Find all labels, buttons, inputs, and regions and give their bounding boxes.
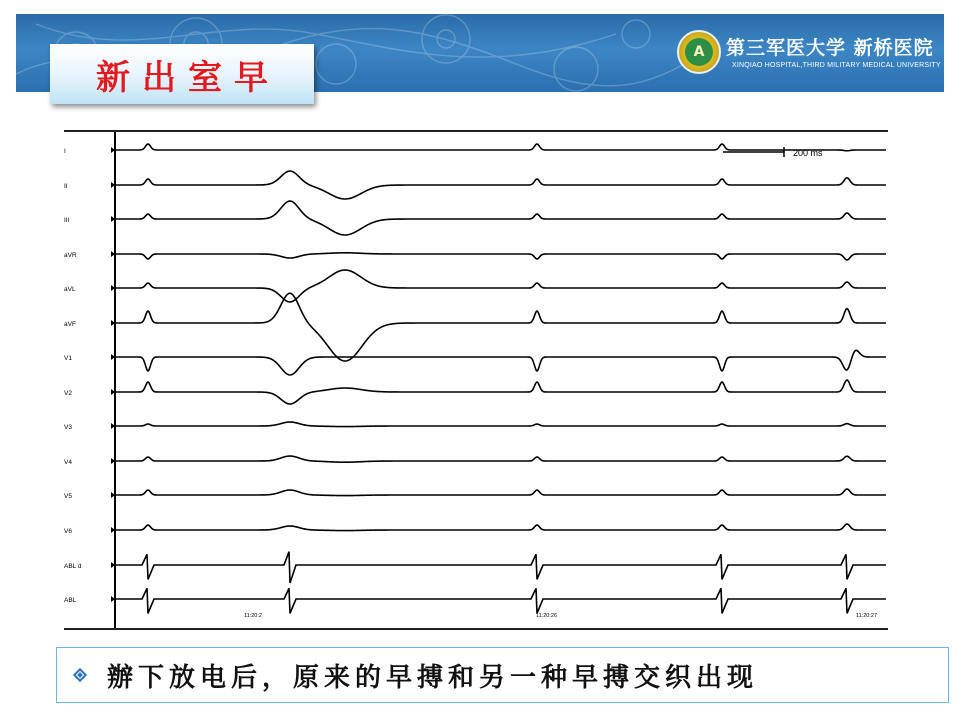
university-emblem-icon	[677, 30, 721, 74]
ecg-trace-v2	[115, 380, 886, 404]
ecg-trace-avf	[115, 293, 886, 361]
ecg-lead-label-iii: III	[64, 217, 70, 224]
hospital-name-en: XINQIAO HOSPITAL,THIRD MILITARY MEDICAL UNIVERSITY	[732, 62, 941, 69]
hospital-name-cn: 第三军医大学 新桥医院	[726, 37, 934, 59]
ecg-trace-v6	[115, 524, 886, 531]
ecg-lead-label-v2: V2	[64, 390, 72, 397]
ecg-lead-label-v4: V4	[64, 459, 72, 466]
ecg-trace-iii	[115, 201, 886, 235]
caption-text: 辦下放电后，原来的早搏和另一种早搏交织出现	[107, 662, 759, 693]
ecg-trace-v3	[115, 422, 886, 427]
ecg-time-label-2: 11:20:27	[856, 613, 878, 619]
emblem-center: A	[685, 38, 713, 66]
ecg-tracing-panel	[64, 130, 888, 630]
ecg-lead-label-ii: II	[64, 183, 68, 190]
ecg-trace-v5	[115, 489, 886, 496]
ecg-trace-i	[115, 144, 886, 151]
ecg-lead-label-v1: V1	[64, 355, 72, 362]
ecg-scale-label: 200 ms	[793, 148, 823, 158]
ecg-lead-label-i: I	[64, 148, 66, 155]
ecg-time-label-0: 11:20:2	[244, 613, 262, 619]
slide-title	[50, 44, 314, 104]
ecg-trace-v1	[115, 350, 886, 375]
ecg-trace-abl	[115, 588, 886, 613]
ecg-lead-label-abl-d: ABL d	[64, 563, 82, 570]
slide-title-text: 新出室早	[96, 57, 280, 98]
ecg-time-label-1: 11:20:26	[536, 613, 558, 619]
ecg-trace-abl-d	[115, 552, 886, 583]
ecg-trace-avr	[115, 253, 886, 260]
ecg-lead-label-v5: V5	[64, 493, 72, 500]
diamond-bullet-icon	[73, 668, 87, 682]
ecg-trace-v4	[115, 456, 886, 462]
ecg-lead-label-abl: ABL	[64, 597, 77, 604]
ecg-lead-label-v3: V3	[64, 424, 72, 431]
ecg-svg	[64, 132, 888, 628]
ecg-lead-label-avr: aVR	[64, 252, 77, 259]
ecg-lead-label-avf: aVF	[64, 321, 76, 328]
ecg-trace-avl	[115, 270, 886, 302]
caption-box	[56, 647, 949, 703]
ecg-lead-label-avl: aVL	[64, 286, 76, 293]
ecg-trace-ii	[115, 171, 886, 199]
ecg-lead-label-v6: V6	[64, 528, 72, 535]
